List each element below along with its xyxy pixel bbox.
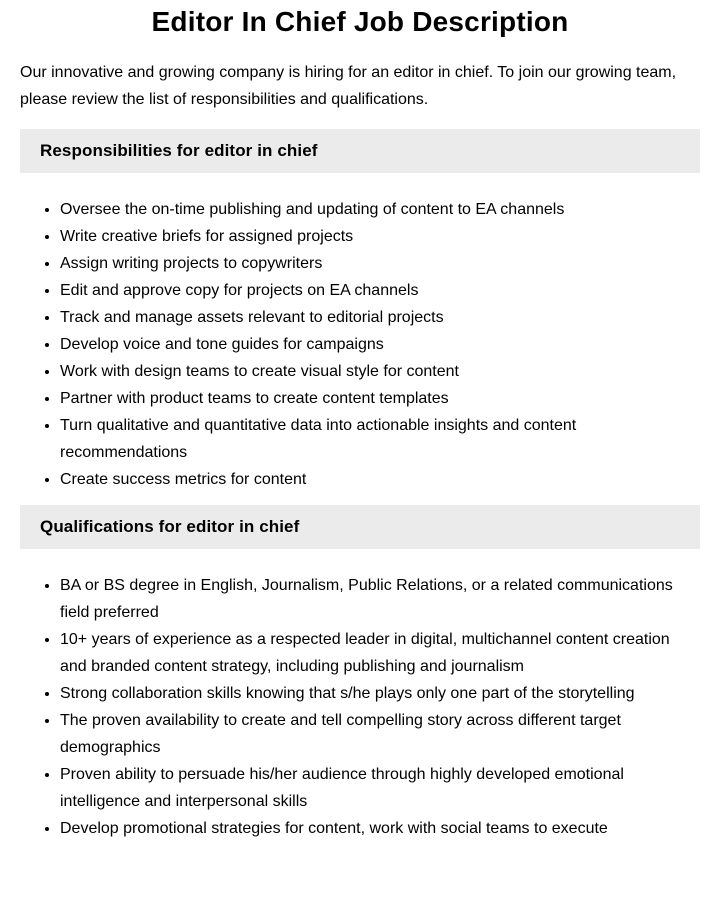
list-item: • Edit and approve copy for projects on EA channels: [60, 277, 700, 304]
list-item: • Turn qualitative and quantitative data into actionable insights and content recommendations: [60, 412, 700, 466]
section-title-qualifications: Qualifications for editor in chief: [40, 517, 300, 536]
list-item: • Develop voice and tone guides for campaigns: [60, 331, 700, 358]
list-item: • Proven ability to persuade his/her audience through highly developed emotional intelligence and interpersonal skills: [60, 761, 700, 815]
section-header-responsibilities: [20, 129, 700, 173]
list-item: • Write creative briefs for assigned projects: [60, 223, 700, 250]
job-description-page: [0, 5, 720, 842]
responsibilities-list: [20, 196, 700, 493]
list-item: • Work with design teams to create visual style for content: [60, 358, 700, 385]
intro-paragraph: Our innovative and growing company is hiring for an editor in chief. To join our growing team, please review the list of responsibilities and qualifications.: [20, 64, 677, 108]
list-item: • BA or BS degree in English, Journalism, Public Relations, or a related communications field preferred: [60, 572, 700, 626]
list-item: • Create success metrics for content: [60, 466, 700, 493]
section-title-responsibilities: Responsibilities for editor in chief: [40, 141, 318, 160]
section-qualifications: [20, 505, 700, 842]
section-header-qualifications: [20, 505, 700, 549]
list-item: • Develop promotional strategies for content, work with social teams to execute: [60, 815, 700, 842]
list-item: • The proven availability to create and tell compelling story across different target demographics: [60, 707, 700, 761]
page-title: Editor In Chief Job Description: [151, 6, 569, 37]
list-item: • Oversee the on-time publishing and updating of content to EA channels: [60, 196, 700, 223]
list-item: • 10+ years of experience as a respected leader in digital, multichannel content creation and branded content strategy, including publishing and journalism: [60, 626, 700, 680]
list-item: • Assign writing projects to copywriters: [60, 250, 700, 277]
qualifications-list: [20, 572, 700, 842]
list-item: • Strong collaboration skills knowing that s/he plays only one part of the storytelling: [60, 680, 700, 707]
section-responsibilities: [20, 129, 700, 493]
list-item: • Partner with product teams to create content templates: [60, 385, 700, 412]
list-item: • Track and manage assets relevant to editorial projects: [60, 304, 700, 331]
